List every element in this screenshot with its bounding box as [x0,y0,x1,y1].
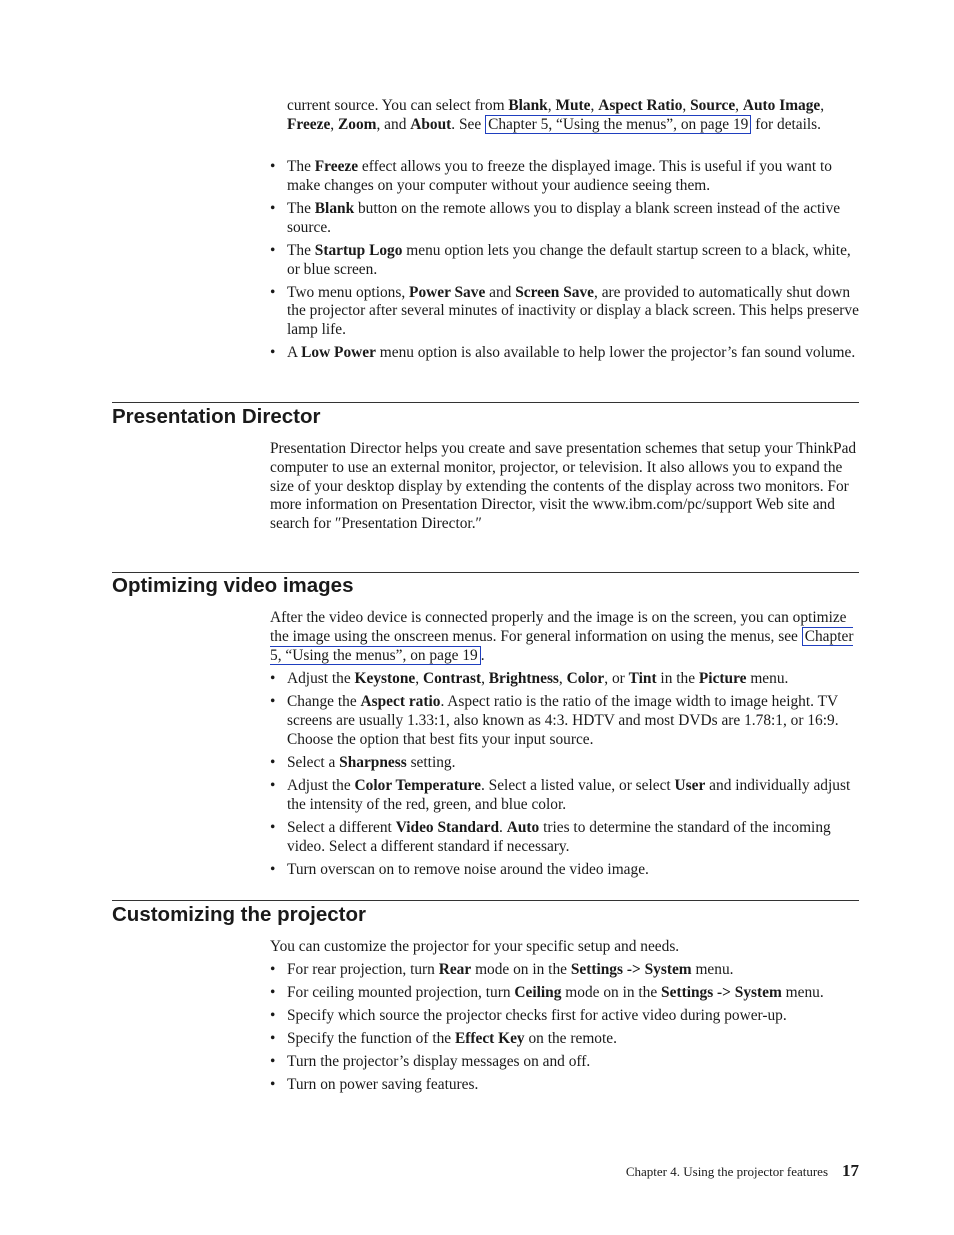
text: , [682,97,691,114]
section-divider [112,402,859,403]
list-item: • Select a different Video Standard. Auto tries to determine the standard of the incoming video. Select a different standard if necessary. [270,818,831,855]
page-footer [626,1161,859,1181]
bullet-icon: • [270,1053,276,1071]
continuation-paragraph [287,97,862,135]
section-heading-presentation-director: Presentation Director [112,405,321,428]
text: for details. [751,115,822,133]
bold-term: About [410,115,452,133]
list-item: • The Startup Logo menu option lets you change the default startup screen to a black, white, or blue screen. [270,241,851,278]
page-number: 17 [842,1161,859,1180]
bullet-icon: • [270,984,276,1002]
list-item: • Select a Sharpness setting. [270,753,456,771]
bullet-icon: • [270,776,276,794]
bullet-icon: • [270,283,276,301]
text: current source. You can select from [287,97,509,114]
bullet-icon: • [270,241,276,259]
section-divider [112,900,859,901]
list-item: • Specify the function of the Effect Key on the remote. [270,1030,617,1048]
text: , [590,97,599,114]
text: , [547,97,556,114]
bullet-icon: • [270,158,276,175]
text: . See [451,115,486,133]
section-heading-optimizing-video: Optimizing video images [112,574,354,597]
bold-term: Source [690,97,736,114]
text: , [330,115,338,133]
list-item: • A Low Power menu option is also available to help lower the projector’s fan sound volume. [270,344,856,362]
list-item: • For ceiling mounted projection, turn Ceiling mode on in the Settings -> System menu. [270,984,824,1002]
bullet-icon: • [270,693,276,711]
bullet-icon: • [270,961,276,978]
list-item: • Adjust the Color Temperature. Select a listed value, or select User and individually adjust the intensity of the red, green, and blue color. [270,776,851,813]
chapter-5-link[interactable]: Chapter 5, “Using the menus”, on page 19 [270,627,854,664]
footer-chapter-title: Chapter 4. Using the projector features [625,1164,828,1179]
list-item: • Turn overscan on to remove noise around the video image. [270,860,649,878]
section-divider [112,572,859,573]
feature-list [270,158,862,367]
bold-term: Blank [508,97,548,114]
bullet-icon: • [270,1030,276,1048]
text: . [480,646,485,664]
text: , and [376,115,411,133]
bullet-icon: • [270,818,276,836]
list-item: • Adjust the Keystone, Contrast, Brightness, Color, or Tint in the Picture menu. [270,670,789,687]
bold-term: Aspect Ratio [598,97,683,114]
text: , [735,97,743,114]
bullet-icon: • [270,344,276,362]
list-item: • Two menu options, Power Save and Screen Save, are provided to automatically shut down the projector after several minutes of inactivity or display a black screen. This helps preserve lamp life. [270,283,859,339]
chapter-5-link[interactable]: Chapter 5, “Using the menus”, on page 19 [485,115,751,134]
bold-term: Zoom [337,115,377,133]
bullet-icon: • [270,1007,276,1025]
list-item: • Specify which source the projector checks first for active video during power-up. [270,1007,787,1025]
optimizing-list [270,670,862,884]
presentation-director-paragraph: Presentation Director helps you create and save presentation schemes that setup your ThinkPad computer to use an external monitor, projector, or television. It also allows you to expand the size of your desktop display by extending the contents of the display across two monitors. For more information on Presentation Director, visit the www.ibm.com/pc/support Web site and search for ″Presentation Director.″ [270,440,857,533]
list-item: • For rear projection, turn Rear mode on in the Settings -> System menu. [270,961,734,978]
bullet-icon: • [270,670,276,687]
bullet-icon: • [270,860,276,878]
bullet-icon: • [270,753,276,771]
bold-term: Auto Image [742,97,821,114]
list-item: • Change the Aspect ratio. Aspect ratio is the ratio of the image width to image height. TV screens are usually 1.33:1, also known as 4:3. HDTV and most DVDs are 1.78:1, or 16:9. Choose the option that best fits your input source. [270,693,839,748]
customizing-list [270,961,862,1100]
text: , [820,97,825,114]
list-item: • The Freeze effect allows you to freeze the displayed image. This is useful if you want to make changes on your computer without your audience seeing them. [270,158,832,194]
bold-term: Freeze [287,115,331,133]
text: After the video device is connected properly and the image is on the screen, you can optimize the image using the onscreen menus. For general information on using the menus, see [270,609,847,645]
section-heading-customizing-projector: Customizing the projector [112,903,366,926]
bold-term: Mute [555,97,591,114]
list-item: • Turn the projector’s display messages on and off. [270,1053,591,1071]
bullet-icon: • [270,1076,276,1094]
list-item: • Turn on power saving features. [270,1076,479,1094]
bullet-icon: • [270,199,276,217]
customizing-intro-paragraph: You can customize the projector for your specific setup and needs. [270,938,680,955]
optimizing-intro-paragraph [270,609,862,665]
list-item: • The Blank button on the remote allows you to display a blank screen instead of the active source. [270,199,841,236]
